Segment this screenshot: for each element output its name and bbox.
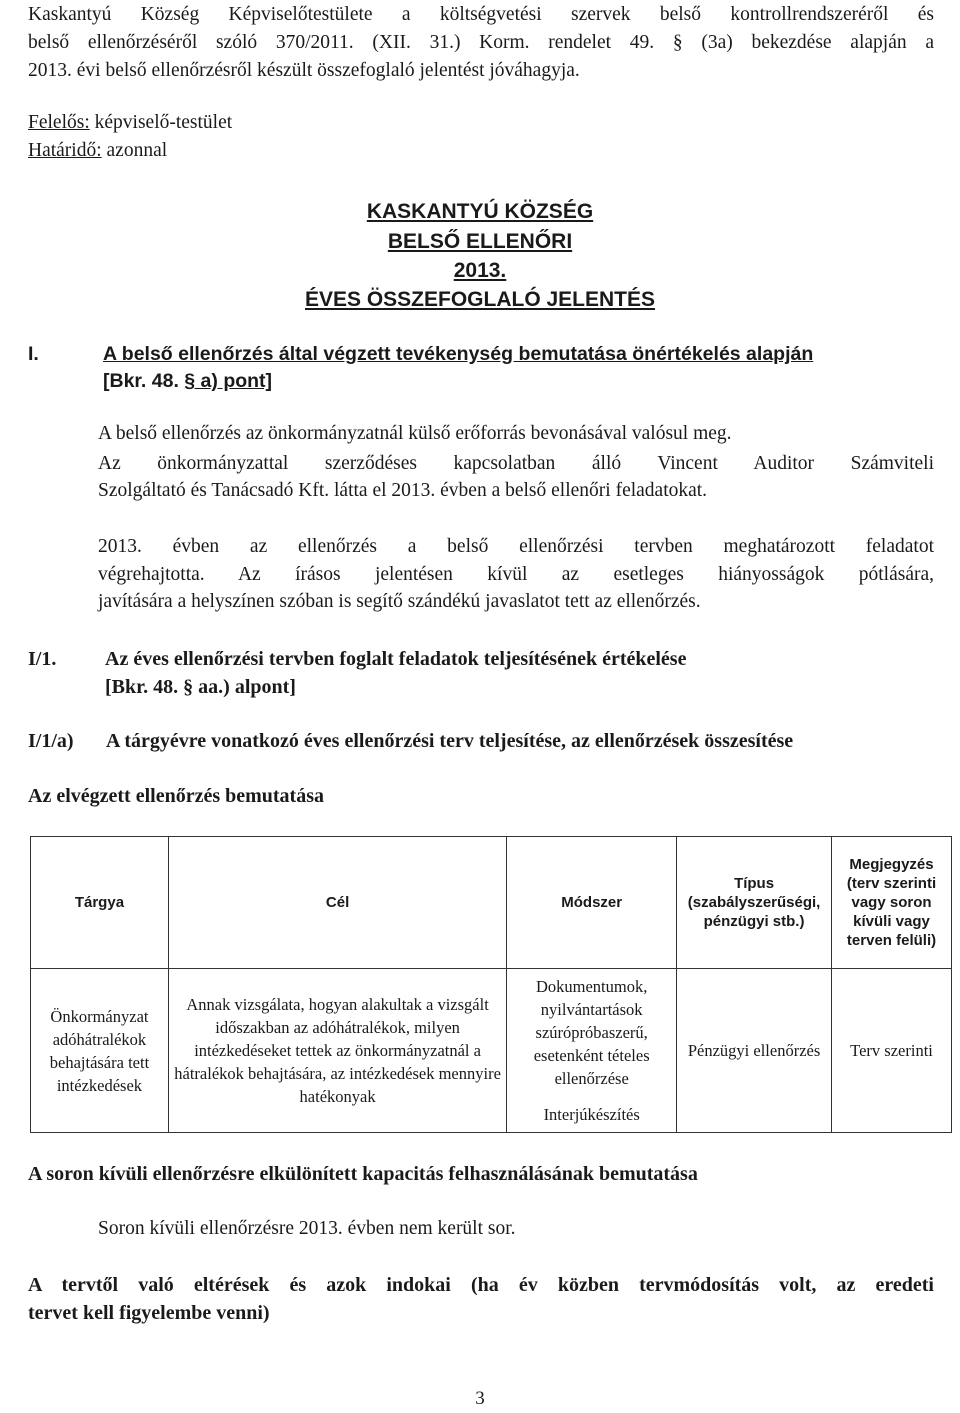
section-1-1-title: Az éves ellenőrzési tervben foglalt feladatok teljesítésének értékelése [105, 648, 687, 670]
title-municipality: KASKANTYÚ KÖZSÉG [366, 200, 594, 223]
title-year: 2013. [453, 259, 507, 282]
title-report: ÉVES ÖSSZEFOGLALÓ JELENTÉS [304, 288, 656, 311]
audit-table [30, 836, 952, 1133]
section-1-para-1-line-3: Szolgáltató és Tanácsadó Kft. látta el 2013. évben a belső ellenőri feladatokat. [98, 480, 708, 501]
header-subject: Tárgya [31, 837, 169, 969]
section-1-number: I. [28, 343, 39, 365]
header-goal: Cél [168, 837, 506, 969]
header-note: Megjegyzés (terv szerinti vagy soron kívüli vagy terven felüli) [832, 837, 952, 969]
section-1-reference [103, 368, 272, 394]
header-type: Típus (szabályszerűségi, pénzügyi stb.) [677, 837, 832, 969]
section-1-title: A belső ellenőrzés által végzett tevékenység bemutatása önértékelés alapján [103, 343, 814, 365]
cell-subject: Önkormányzat adóhátralékok behajtására tett intézkedések [31, 969, 169, 1133]
page-number: 3 [475, 1388, 485, 1409]
intro-line-1: Kaskantyú Község Képviselőtestülete a költségvetési szervek belső kontrollrendszeréről és [28, 4, 934, 25]
section-1-para-1-line-1: A belső ellenőrzés az önkormányzatnál külső erőforrás bevonásával valósul meg. [98, 423, 732, 444]
method-interview: Interjúkészítés [543, 1105, 640, 1124]
header-method: Módszer [507, 837, 677, 969]
extra-capacity-heading: A soron kívüli ellenőrzésre elkülönített kapacitás felhasználásának bemutatása [28, 1163, 698, 1185]
deadline-line [28, 138, 167, 164]
method-list [511, 975, 672, 1126]
extra-capacity-text: Soron kívüli ellenőrzésre 2013. évben nem került sor. [98, 1218, 516, 1239]
section-1-1-number: I/1. [28, 648, 57, 670]
intro-line-3: 2013. évi belső ellenőrzésről készült összefoglaló jelentést jóváhagyja. [28, 60, 580, 81]
section-1-1-reference: [Bkr. 48. § aa.) alpont] [105, 676, 296, 698]
section-1-para-1-line-2: Az önkormányzattal szerződéses kapcsolatban álló Vincent Auditor Számviteli [98, 453, 934, 474]
title-auditor: BELSŐ ELLENŐRI [387, 230, 573, 253]
section-1-1-a-number: I/1/a) [28, 730, 74, 752]
responsible-line [28, 110, 232, 136]
method-documents: Dokumentumok, nyilvántartások szúrópróbaszerű, esetenként tételes ellenőrzése [533, 977, 650, 1088]
deviation-heading-line-2: tervet kell figyelembe venni) [28, 1302, 270, 1324]
section-1-para-2-line-2: végrehajtotta. Az írásos jelentésen kívül az esetleges hiányosságok pótlására, [98, 564, 934, 585]
section-1-para-2-line-1: 2013. évben az ellenőrzés a belső ellenőrzési tervben meghatározott feladatot [98, 536, 934, 557]
table-row [31, 969, 952, 1133]
responsible-value: képviselő-testület [89, 112, 233, 133]
section-1-para-2-line-3: javítására a helyszínen szóban is segítő szándékú javaslatot tett az ellenőrzés. [98, 591, 701, 612]
deadline-label: Határidő: [28, 140, 102, 161]
intro-line-2: belső ellenőrzéséről szóló 370/2011. (XII. 31.) Korm. rendelet 49. § (3a) bekezdése alapján a [28, 32, 934, 53]
table-header-row [31, 837, 952, 969]
audit-heading: Az elvégzett ellenőrzés bemutatása [28, 785, 324, 807]
cell-method [507, 969, 677, 1133]
cell-type: Pénzügyi ellenőrzés [677, 969, 832, 1133]
cell-goal: Annak vizsgálata, hogyan alakultak a vizsgált időszakban az adóhátralékok, milyen intézkedéseket tettek az önkormányzatnál a hátralékok behajtására, az intézkedések mennyire hatékonyak [168, 969, 506, 1133]
deadline-value: azonnal [101, 140, 168, 161]
section-1-reference-b: § a) pont] [184, 370, 273, 392]
responsible-label: Felelős: [28, 112, 90, 133]
cell-note: Terv szerinti [832, 969, 952, 1133]
section-1-1-a-title: A tárgyévre vonatkozó éves ellenőrzési terv teljesítése, az ellenőrzések összesítése [106, 730, 794, 752]
deviation-heading-line-1: A tervtől való eltérések és azok indokai (ha év közben tervmódosítás volt, az eredeti [28, 1274, 934, 1296]
section-1-reference-a: [Bkr. 48. [103, 370, 185, 392]
